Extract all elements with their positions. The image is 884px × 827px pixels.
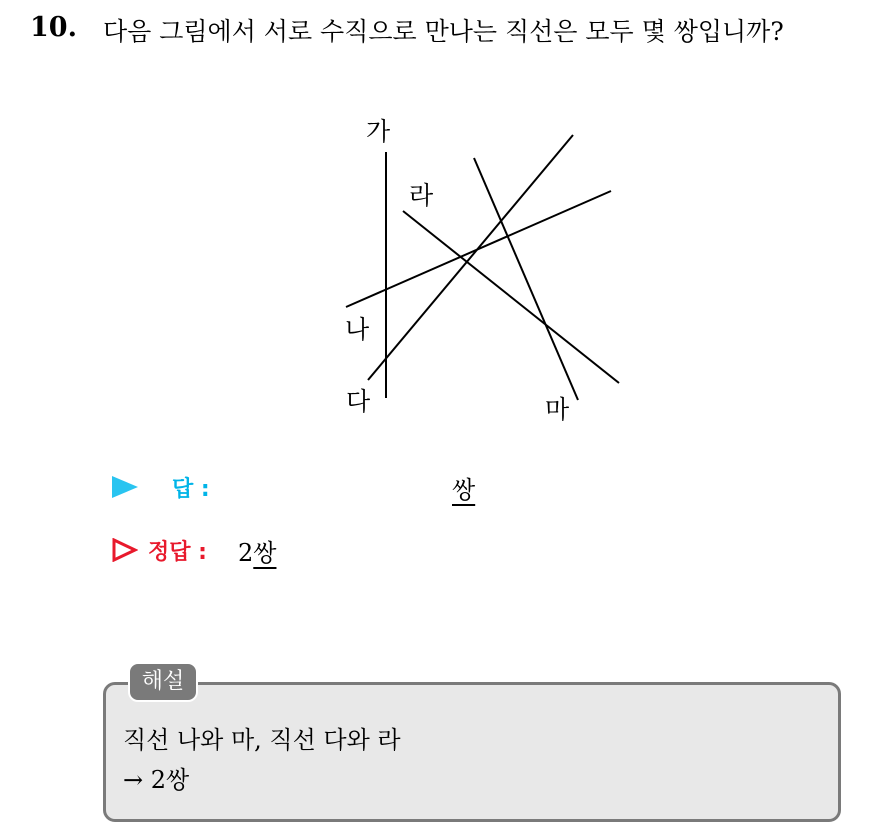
outline-triangle-icon: [112, 538, 138, 562]
correct-answer-row: [112, 533, 612, 569]
explanation-tag: 해설: [128, 662, 198, 702]
label-na: 나: [345, 315, 370, 344]
explanation-line-1: 직선 나와 마, 직선 다와 라: [123, 726, 401, 754]
label-da: 다: [346, 387, 371, 416]
line-ra: [403, 211, 619, 383]
correct-answer-unit: 쌍: [253, 539, 277, 567]
correct-answer-label: 정답 :: [148, 540, 207, 565]
line-da: [368, 135, 573, 380]
label-ga: 가: [366, 117, 391, 146]
correct-answer-value: [238, 533, 276, 568]
question-text: 다음 그림에서 서로 수직으로 만나는 직선은 모두 몇 쌍입니까?: [103, 17, 784, 46]
correct-answer-number: 2: [238, 539, 254, 567]
filled-triangle-icon: [112, 476, 138, 498]
answer-unit: 쌍: [452, 476, 476, 504]
label-ra: 라: [409, 181, 434, 210]
answer-row: [112, 470, 612, 506]
answer-label: 답 :: [172, 477, 210, 502]
explanation-line-2: → 2쌍: [123, 766, 190, 794]
label-ma: 마: [545, 395, 570, 424]
question-number: 10.: [30, 12, 77, 43]
